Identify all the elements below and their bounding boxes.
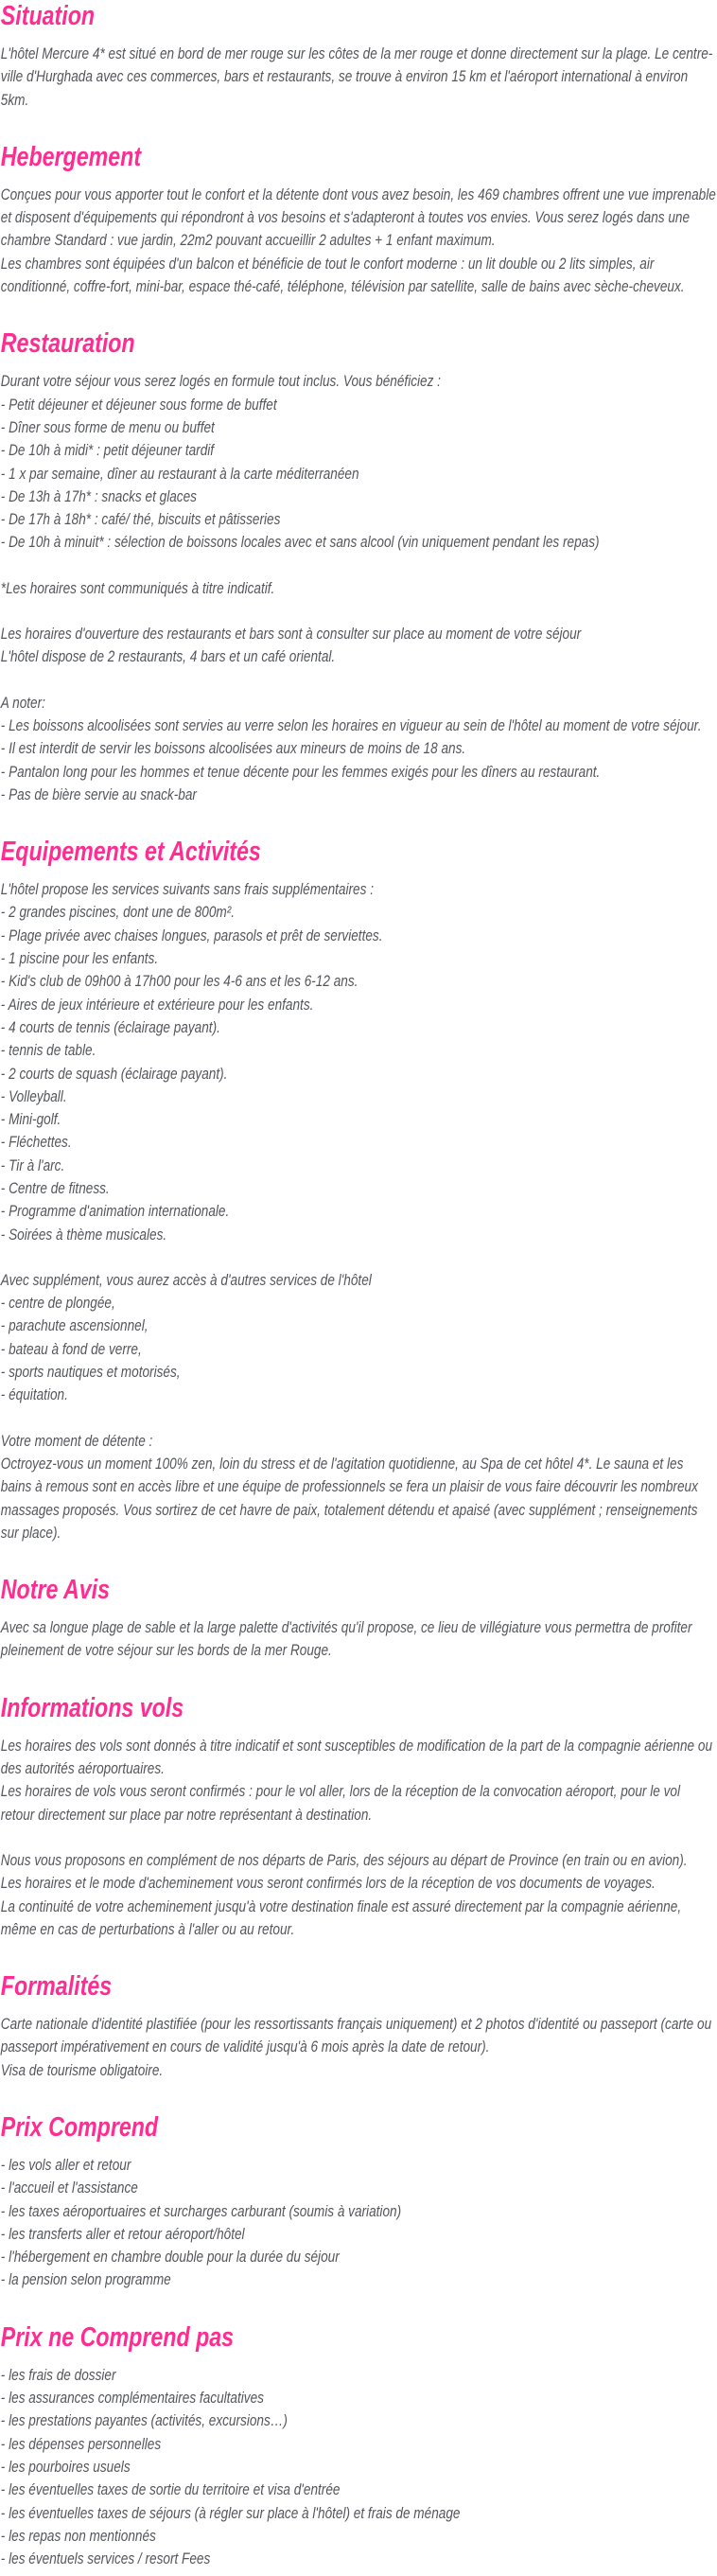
section-title-equipements-activites: Equipements et Activités: [0, 837, 261, 868]
text-block: [1, 1616, 717, 1663]
list-line: - les pourboires usuels: [0, 2457, 131, 2476]
list-line: - Pantalon long pour les hommes et tenue décente pour les femmes exigés pour les dîners au restaurant.: [0, 762, 601, 781]
text-line: Octroyez-vous un moment 100% zen, loin du stress et de l'agitation quotidienne, au Spa de cet hôtel 4*. Le sauna et les bains à remous sont en accès libre et une équipe de professionnels se fera un plaisir de vous faire découvrir les nombreux massages proposés. Vous sortirez de cet havre de paix, totalement détendu et apaisé (avec supplément ; renseignements sur place).: [0, 1454, 698, 1542]
list-line: - Soirées à thème musicales.: [0, 1225, 167, 1244]
text-block: [1, 1735, 717, 1826]
text-line: L'hôtel dispose de 2 restaurants, 4 bars et un café oriental.: [0, 647, 336, 666]
list-line: - 1 x par semaine, dîner au restaurant à la carte méditerranéen: [0, 464, 359, 483]
section-formalites: [1, 1972, 717, 2082]
text-block: [1, 623, 717, 669]
list-line: - les éventuelles taxes de sortie du territoire et visa d'entrée: [0, 2480, 341, 2499]
list-line: - parachute ascensionnel,: [0, 1316, 149, 1335]
list-line: - De 17h à 18h* : café/ thé, biscuits et pâtisseries: [0, 510, 281, 529]
list-line: - Petit déjeuner et déjeuner sous forme de buffet: [0, 395, 277, 414]
text-block: [1, 2013, 717, 2082]
text-line: Les horaires d'ouverture des restaurants et bars sont à consulter sur place au moment de votre séjour: [0, 625, 582, 644]
list-line: - l'hébergement en chambre double pour la durée du séjour: [0, 2248, 340, 2267]
text-line: Conçues pour vous apporter tout le confort et la détente dont vous avez besoin, les 469 chambres offrent une vue imprenable et disposent d'équipements qui répondront à vos besoins et s'adapteront à toutes vos envies. Vous serez logés dans une chambre Standard : vue jardin, 22m2 pouvant accueillir 2 adultes + 1 enfant maximum.: [0, 185, 716, 250]
section-title-situation: Situation: [0, 1, 96, 31]
list-line: - les dépenses personnelles: [0, 2434, 162, 2453]
text-line: Votre moment de détente :: [0, 1431, 153, 1450]
text-block: [1, 1430, 717, 1544]
list-line: - les vols aller et retour: [0, 2156, 131, 2174]
text-line: Carte nationale d'identité plastifiée (pour les ressortissants français uniquement) et 2 photos d'identité ou passeport (carte ou passeport impérativement en cours de validité jusqu'à 6 mois après la date de retour).: [0, 2015, 712, 2056]
text-line: A noter:: [0, 693, 45, 712]
list-line: - 2 courts de squash (éclairage payant).: [0, 1064, 228, 1083]
text-line: Les horaires de vols vous seront confirmés : pour le vol aller, lors de la réception de la convocation aéroport, pour le vol retour directement sur place par notre représentant à destination.: [0, 1782, 680, 1824]
text-line: La continuité de votre acheminement jusqu'à votre destination finale est assuré directement par la compagnie aérienne, même en cas de perturbations à l'aller ou au retour.: [0, 1897, 682, 1938]
list-line: - bateau à fond de verre,: [0, 1339, 142, 1358]
list-line: - les éventuels services / resort Fees: [0, 2550, 211, 2568]
text-block: [1, 184, 717, 298]
list-line: - Pas de bière servie au snack-bar: [0, 785, 197, 803]
text-block: [1, 2154, 717, 2292]
list-line: - 4 courts de tennis (éclairage payant).: [0, 1017, 220, 1036]
section-hebergement: [1, 143, 717, 298]
list-line: - De 13h à 17h* : snacks et glaces: [0, 486, 197, 505]
text-line: Nous vous proposons en complément de nos départs de Paris, des séjours au départ de Province (en train ou en avion).: [0, 1850, 688, 1869]
list-line: - l'accueil et l'assistance: [0, 2179, 138, 2197]
list-line: - De 10h à minuit* : sélection de boissons locales avec et sans alcool (vin uniquement pendant les repas): [0, 533, 600, 552]
section-title-hebergement: Hebergement: [0, 141, 142, 172]
text-line: Visa de tourisme obligatoire.: [0, 2060, 164, 2079]
text-line: Les chambres sont équipées d'un balcon et bénéficie de tout le confort moderne : un lit double ou 2 lits simples, air conditionné, coffre-fort, mini-bar, espace thé-café, téléphone, télévision par satellite, salle de bains avec sèche-cheveux.: [0, 254, 685, 296]
text-line: Avec supplément, vous aurez accès à d'autres services de l'hôtel: [0, 1270, 372, 1289]
list-line: - les repas non mentionnés: [0, 2526, 156, 2545]
text-line: Les horaires et le mode d'acheminement vous seront confirmés lors de la réception de vos documents de voyages.: [0, 1874, 656, 1893]
list-line: - Fléchettes.: [0, 1133, 72, 1152]
list-line: - Programme d'animation internationale.: [0, 1202, 230, 1221]
list-line: - les assurances complémentaires facultatives: [0, 2389, 264, 2408]
list-line: - les frais de dossier: [0, 2365, 116, 2384]
text-block: [1, 1849, 717, 1941]
list-line: - sports nautiques et motorisés,: [0, 1363, 181, 1382]
text-block: [1, 692, 717, 806]
section-restauration: [1, 329, 717, 806]
list-line: - les transferts aller et retour aéroport/hôtel: [0, 2224, 245, 2243]
list-line: - Aires de jeux intérieure et extérieure pour les enfants.: [0, 995, 314, 1014]
section-situation: [1, 2, 717, 112]
list-line: - 2 grandes piscines, dont une de 800m².: [0, 903, 236, 922]
list-line: - les prestations payantes (activités, excursions…): [0, 2411, 288, 2430]
section-title-notre-avis: Notre Avis: [0, 1575, 110, 1606]
list-line: - Plage privée avec chaises longues, parasols et prêt de serviettes.: [0, 926, 383, 944]
list-line: - les éventuelles taxes de séjours (à régler sur place à l'hôtel) et frais de ménage: [0, 2503, 461, 2522]
list-line: - la pension selon programme: [0, 2270, 171, 2289]
text-line: L'hôtel Mercure 4* est situé en bord de mer rouge sur les côtes de la mer rouge et donne directement sur la plage. Le centre-ville d'Hurghada avec ces commerces, bars et restaurants, se trouve à environ 15 km et l'aéroport international à environ 5km.: [0, 44, 713, 109]
section-prix-comprend: [1, 2113, 717, 2292]
list-line: - Les boissons alcoolisées sont servies au verre selon les horaires en vigueur au sein de l'hôtel au moment de votre séjour.: [0, 715, 702, 734]
section-prix-ne-comprend-pas: [1, 2323, 717, 2571]
list-line: - Kid's club de 09h00 à 17h00 pour les 4-6 ans et les 6-12 ans.: [0, 972, 358, 991]
list-line: - Dîner sous forme de menu ou buffet: [0, 417, 215, 436]
list-line: - équitation.: [0, 1385, 68, 1404]
list-line: - centre de plongée,: [0, 1294, 115, 1313]
text-block: [1, 2364, 717, 2571]
list-line: - tennis de table.: [0, 1041, 96, 1060]
section-informations-vols: [1, 1694, 717, 1941]
list-line: - Volleyball.: [0, 1086, 67, 1105]
list-line: - Mini-golf.: [0, 1110, 61, 1129]
list-line: - 1 piscine pour les enfants.: [0, 949, 159, 968]
section-title-prix-comprend: Prix Comprend: [0, 2112, 159, 2143]
text-block: [1, 1269, 717, 1407]
text-block: [1, 370, 717, 554]
text-line: L'hôtel propose les services suivants sans frais supplémentaires :: [0, 880, 374, 899]
list-line: - Il est interdit de servir les boissons alcoolisées aux mineurs de moins de 18 ans.: [0, 739, 466, 758]
section-notre-avis: [1, 1576, 717, 1663]
list-line: - De 10h à midi* : petit déjeuner tardif: [0, 441, 215, 460]
section-title-informations-vols: Informations vols: [0, 1692, 184, 1723]
text-line: Avec sa longue plage de sable et la large palette d'activités qu'il propose, ce lieu de villégiature vous permettra de profiter pleinement de votre séjour sur les bords de la mer Rouge.: [0, 1618, 692, 1660]
text-line: Durant votre séjour vous serez logés en formule tout inclus. Vous bénéficiez :: [0, 372, 441, 391]
text-line: Les horaires des vols sont donnés à titre indicatif et sont susceptibles de modification de la part de la compagnie aérienne ou des autorités aéroportuaires.: [0, 1736, 713, 1778]
text-line: *Les horaires sont communiqués à titre indicatif.: [0, 578, 275, 597]
list-line: - les taxes aéroportuaires et surcharges carburant (soumis à variation): [0, 2201, 402, 2220]
text-block: [1, 43, 717, 112]
section-title-formalites: Formalités: [0, 1971, 113, 2003]
list-line: - Tir à l'arc.: [0, 1156, 65, 1174]
text-block: [1, 878, 717, 1246]
section-title-prix-ne-comprend-pas: Prix ne Comprend pas: [0, 2321, 235, 2353]
text-block: [1, 577, 717, 600]
section-title-restauration: Restauration: [0, 328, 135, 360]
section-equipements-activites: [1, 838, 717, 1544]
list-line: - Centre de fitness.: [0, 1178, 110, 1197]
